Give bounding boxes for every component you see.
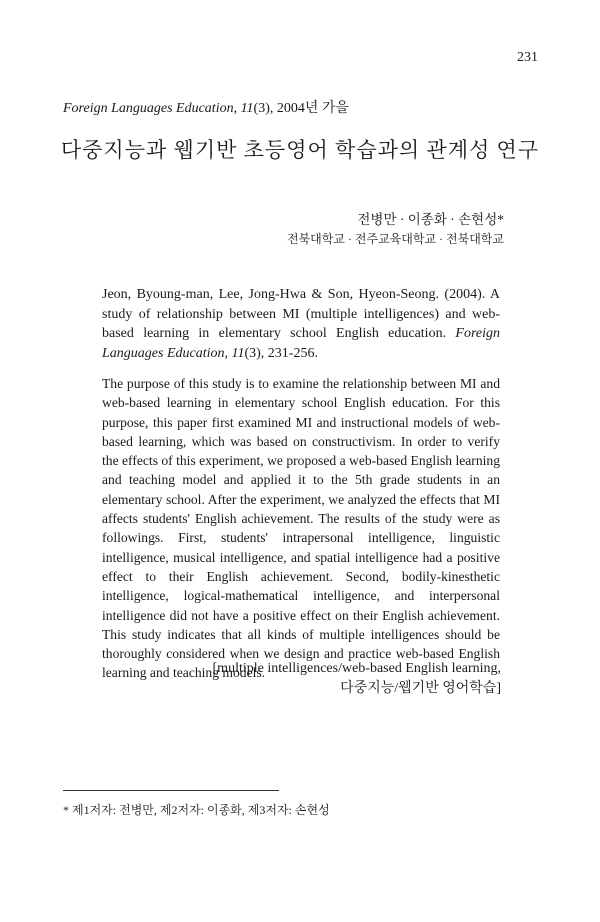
citation-text: Jeon, Byoung-man, Lee, Jong-Hwa & Son, Hyeon-Seong. (2004). A study of relationship between MI (multiple intelligences) and web-based learning in elementary school English education. (102, 287, 500, 341)
page-number: 231 (517, 50, 538, 65)
keywords-line-2: 다중지능/웹기반 영어학습] (340, 680, 501, 696)
author-affiliations: 전북대학교 · 전주교육대학교 · 전북대학교 (286, 232, 504, 246)
paper-title: 다중지능과 웹기반 초등영어 학습과의 관계성 연구 (60, 138, 540, 162)
author-list: 전병만 · 이종화 · 손현성* (357, 212, 504, 227)
journal-name: Foreign Languages Education, (63, 101, 238, 116)
citation-journal: Foreign Languages Education, (102, 326, 501, 361)
keywords (213, 659, 501, 698)
keywords-line-1: [multiple intelligences/web-based English learning, (212, 661, 501, 676)
journal-issue-year: (3), 2004년 가을 (253, 101, 349, 116)
citation-pages: (3), 231-256. (244, 345, 318, 361)
journal-volume: 11 (240, 101, 254, 116)
citation-block (102, 285, 500, 363)
citation-volume: 11 (231, 345, 245, 361)
footnote: * 제1저자: 전병만, 제2저자: 이종화, 제3저자: 손현성 (63, 803, 330, 817)
footnote-divider (63, 790, 279, 791)
journal-header (63, 97, 349, 117)
abstract: The purpose of this study is to examine the relationship between MI and web-based learning in elementary school English education. For this purpose, this paper first examined MI and instructional models of web-based learning, which was based on constructivism. In order to verify the effects of this experiment, we proposed a web-based English learning and teaching model and applied it to the 5th grade students in an elementary school. After the experiment, we analyzed the effects that MI affects students' English achievement. The results of the study were as followings. First, students' intrapersonal intelligence, linguistic intelligence, musical intelligence, and spatial intelligence had a positive effect to their English achievement. Second, bodily-kinesthetic intelligence, logical-mathematical intelligence, and interpersonal intelligence did not have a positive effect on their English achievement. This study indicates that all kinds of multiple intelligences should be thoroughly considered when we design and practice web-based English learning and teaching models. (102, 376, 500, 681)
